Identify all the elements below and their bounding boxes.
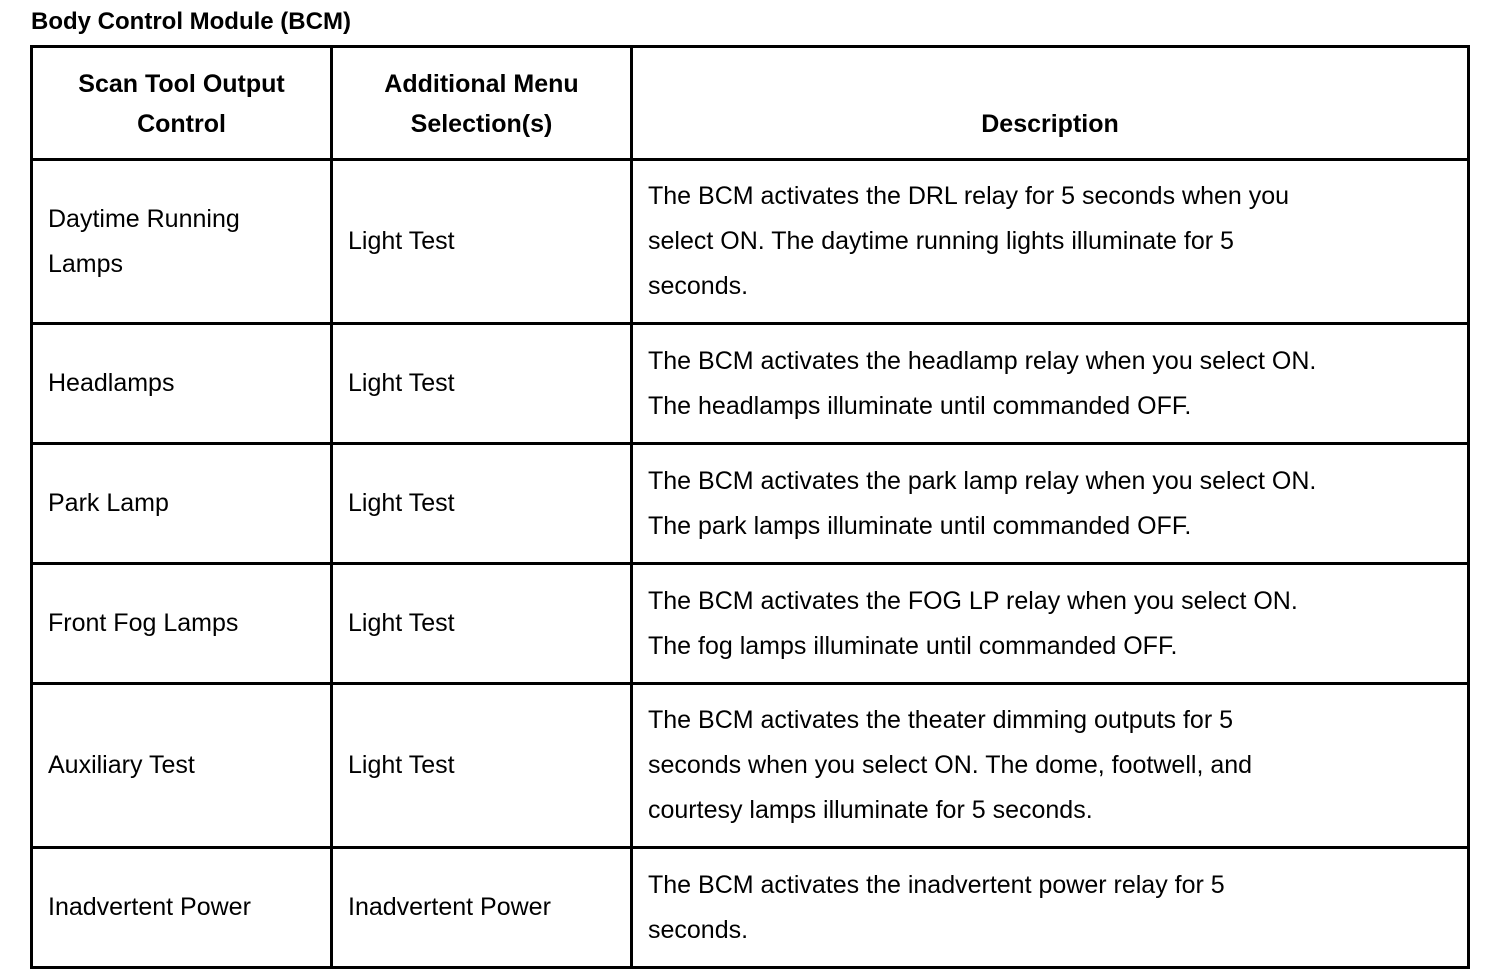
cell-line: The BCM activates the headlamp relay when you select ON.: [648, 346, 1317, 375]
cell-line: The BCM activates the park lamp relay when you select ON.: [648, 466, 1317, 495]
header-menu-selection-line: Selection(s): [410, 110, 553, 138]
menu-selection-cell: Light Test: [332, 324, 632, 444]
table-row: [32, 324, 1469, 444]
cell-line: The BCM activates the inadvertent power relay for 5: [648, 870, 1225, 899]
menu-selection-cell: Light Test: [332, 684, 632, 848]
cell-line: select ON. The daytime running lights illuminate for 5: [648, 227, 1234, 255]
cell-line: Auxiliary Test: [48, 751, 195, 779]
menu-selection-cell: Light Test: [332, 444, 632, 564]
description-cell: [632, 324, 1469, 444]
header-output-control-line: Control: [137, 110, 226, 138]
cell-line: Inadvertent Power: [48, 893, 251, 921]
document-title: Body Control Module (BCM): [31, 8, 351, 35]
description-cell: [632, 684, 1469, 848]
cell-line: Park Lamp: [48, 489, 169, 517]
output-control-cell: [32, 848, 332, 968]
cell-line: Daytime Running: [48, 204, 240, 233]
description-cell: [632, 444, 1469, 564]
cell-line: The BCM activates the DRL relay for 5 seconds when you: [648, 182, 1290, 210]
cell-line: seconds.: [648, 272, 749, 300]
cell-line: The fog lamps illuminate until commanded OFF.: [648, 631, 1178, 660]
output-control-cell: [32, 564, 332, 684]
cell-line: The headlamps illuminate until commanded OFF.: [648, 391, 1192, 420]
bcm-output-control-table: [30, 45, 1470, 969]
table-header-row: [32, 47, 1469, 160]
cell-line: The BCM activates the theater dimming outputs for 5: [648, 706, 1233, 734]
table-row: [32, 160, 1469, 324]
header-menu-selection-line: Additional Menu: [384, 70, 579, 98]
cell-line: courtesy lamps illuminate for 5 seconds.: [648, 796, 1093, 824]
output-control-cell: [32, 684, 332, 848]
cell-line: Lamps: [48, 249, 124, 278]
menu-selection-cell: Light Test: [332, 160, 632, 324]
cell-line: seconds when you select ON. The dome, footwell, and: [648, 751, 1253, 779]
header-output-control-line: Scan Tool Output: [78, 70, 285, 98]
table-row: [32, 564, 1469, 684]
header-output-control: [32, 47, 332, 160]
menu-selection-cell: Inadvertent Power: [332, 848, 632, 968]
cell-line: seconds.: [648, 915, 749, 944]
cell-line: The park lamps illuminate until commanded OFF.: [648, 511, 1192, 540]
header-description: Description: [632, 47, 1469, 160]
description-cell: [632, 848, 1469, 968]
table-row: [32, 444, 1469, 564]
output-control-cell: [32, 444, 332, 564]
cell-line: Headlamps: [48, 369, 175, 397]
description-cell: [632, 160, 1469, 324]
output-control-cell: [32, 160, 332, 324]
header-menu-selection: [332, 47, 632, 160]
description-cell: [632, 564, 1469, 684]
output-control-cell: [32, 324, 332, 444]
cell-line: Front Fog Lamps: [48, 609, 239, 637]
cell-line: The BCM activates the FOG LP relay when you select ON.: [648, 586, 1298, 615]
menu-selection-cell: Light Test: [332, 564, 632, 684]
table-row: [32, 848, 1469, 968]
table-row: [32, 684, 1469, 848]
